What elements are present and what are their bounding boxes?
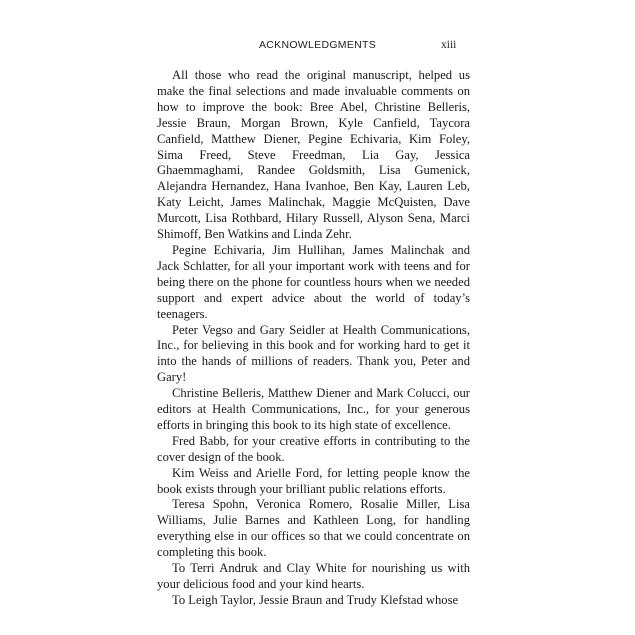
paragraph-office-staff: Teresa Spohn, Veronica Romero, Rosalie Miller, Lisa Williams, Julie Barnes and Kathleen Long, for handling everything else in our offices so that we could concentrate on completing this book. <box>157 497 470 560</box>
running-header <box>0 38 635 54</box>
paragraph-public-relations: Kim Weiss and Arielle Ford, for letting people know the book exists through your brilliant public relations efforts. <box>157 465 470 496</box>
paragraph-cover-design: Fred Babb, for your creative efforts in contributing to the cover design of the book. <box>157 433 470 464</box>
running-title: ACKNOWLEDGMENTS <box>258 39 377 51</box>
paragraph-editors: Christine Belleris, Matthew Diener and Mark Colucci, our editors at Health Communications, Inc., for your generous efforts in bringing this book to its high state of excellence. <box>157 386 470 432</box>
paragraph-continued: To Leigh Taylor, Jessie Braun and Trudy Klefstad whose <box>172 592 459 607</box>
paragraph-publishers: Peter Vegso and Gary Seidler at Health Communications, Inc., for believing in this book and for working hard to get it into the hands of millions of readers. Thank you, Peter and Gary! <box>157 322 470 385</box>
page-number: xiii <box>441 39 457 51</box>
paragraph-food: To Terri Andruk and Clay White for nourishing us with your delicious food and your kind hearts. <box>157 561 470 591</box>
paragraph-teen-experts: Pegine Echivaria, Jim Hullihan, James Malinchak and Jack Schlatter, for all your important work with teens and for being there on the phone for countless hours when we needed support and expert advice about the world of today’s teenagers. <box>157 242 470 321</box>
body-text <box>157 68 470 609</box>
paragraph-manuscript-readers: All those who read the original manuscript, helped us make the final selections and made invaluable comments on how to improve the book: Bree Abel, Christine Belleris, Jessie Braun, Morgan Brown, Kyle Canfield, Taycora Canfield, Matthew Diener, Pegine Echivaria, Kim Foley, Sima Freed, Steve Freedman, Lia Gay, Jessica Ghaemmaghami, Randee Goldsmith, Lisa Gumenick, Alejandra Hernandez, Hana Ivanhoe, Ben Kay, Lauren Leb, Katy Leicht, James Malinchak, Maggie McQuisten, Dave Murcott, Lisa Rothbard, Hilary Russell, Alyson Sena, Marci Shimoff, Ben Watkins and Linda Zehr. <box>157 68 470 242</box>
